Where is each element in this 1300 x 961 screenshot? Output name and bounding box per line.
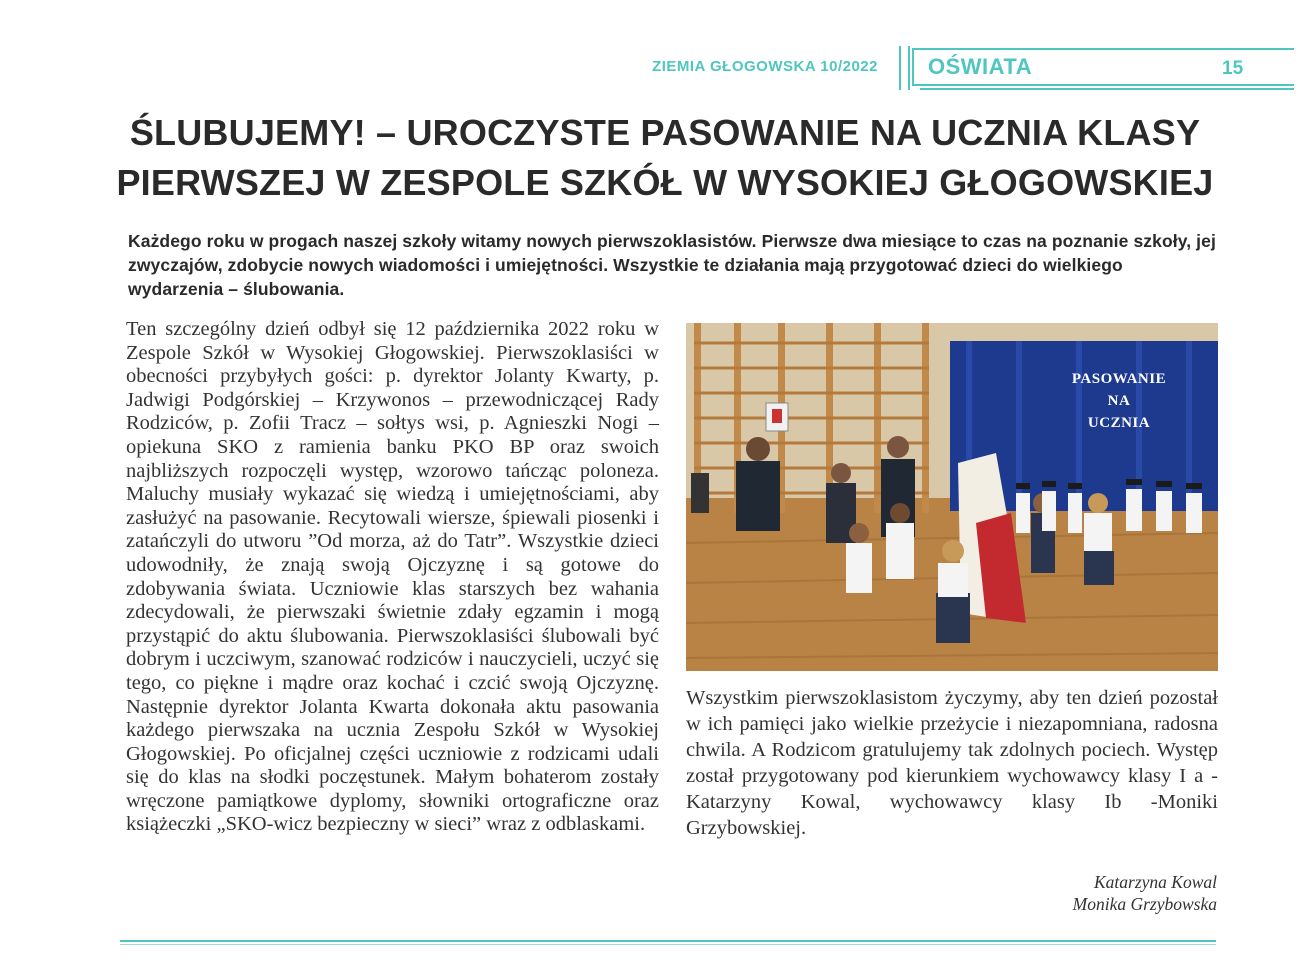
article-lead: Każdego roku w progach naszej szkoły witamy nowych pierwszoklasistów. Pierwsze dwa miesiące to czas na poznanie szkoły, jej zwyczajów, zdobycie nowych wiadomości i umiejętności. Wszystkie te działania mają przygotować dzieci do wielkiego wydarzenia – ślubowania. xyxy=(128,231,1216,299)
article-body-left: Ten szczególny dzień odbył się 12 października 2022 roku w Zespole Szkół w Wysokiej Głogowskiej. Pierwszoklasiści w obecności przybyłych gości: p. dyrektor Jolanty Kwarty, p. Jadwigi Podgórskiej – Krzywonos – przewodniczącej Rady Rodziców, p. Zofii Tracz – sołtys wsi, p. Agnieszki Nogi – opiekuna SKO z ramienia banku PKO BP oraz swoich najbliższych rozpoczęli występ, wzorowo tańcząc poloneza. Maluchy musiały wykazać się wiedzą i umiejętnościami, aby zasłużyć na pasowanie. Recytowali wiersze, śpiewali piosenki i zatańczyli do utworu ”Od morza, aż do Tatr”. Wszystkie dzieci udowodniły, że znają swoją Ojczyznę i są gotowe do zdobywania świata. Uczniowie klas starszych bez wahania zdecydowali, że pierwszaki świetnie zdały egzamin i mogą przystąpić do aktu ślubowania. Pierwszoklasiści ślubowali być dobrym i uczciwym, szanować rodziców i nauczycieli, uczyć się tego, co piękne i mądre oraz kochać i czcić swoją Ojczyznę. Następnie dyrektor Jolanta Kwarta dokonała aktu pasowania każdego pierwszaka na ucznia Zespołu Szkół w Wysokiej Głogowskiej. Po oficjalnej części uczniowie z rodzicami udali się do klas na słodki poczęstunek. Małym bohaterom zostały wręczone pamiątkowe dyplomy, słowniki ortograficzne oraz książeczki „SKO-wicz bezpieczny w sieci” wraz z odblaskami. xyxy=(126,318,659,836)
author-signature-1: Katarzyna Kowal xyxy=(1093,872,1217,892)
header-separator xyxy=(899,46,910,90)
article-title: ŚLUBUJEMY! – UROCZYSTE PASOWANIE NA UCZNIA KLASY PIERWSZEJ W ZESPOLE SZKÓŁ W WYSOKIEJ GŁOGOWSKIEJ xyxy=(116,112,1214,203)
section-name: OŚWIATA xyxy=(928,54,1033,79)
section-header-box xyxy=(912,48,1294,86)
article-body-right: Wszystkim pierwszoklasistom życzymy, aby ten dzień pozostał w ich pamięci jako wielkie przeżycie i niezapomniana, radosna chwila. A Rodzicom gratulujemy tak zdolnych pociech. Występ został przygotowany pod kierunkiem wychowawcy klasy I a -Katarzyny Kowal, wychowawcy klasy Ib -Moniki Grzybowskiej. xyxy=(686,687,1218,839)
banner-line-2: NA xyxy=(1107,393,1131,409)
banner-line-3: UCZNIA xyxy=(1087,415,1151,431)
photo-banner-text xyxy=(1034,368,1204,434)
banner-line-1: PASOWANIE xyxy=(1071,371,1167,387)
page-number: 15 xyxy=(1222,58,1244,79)
header-publication: ZIEMIA GŁOGOWSKA 10/2022 xyxy=(652,58,878,75)
bottom-rule xyxy=(120,940,1216,942)
author-signature-2: Monika Grzybowska xyxy=(1072,894,1217,914)
